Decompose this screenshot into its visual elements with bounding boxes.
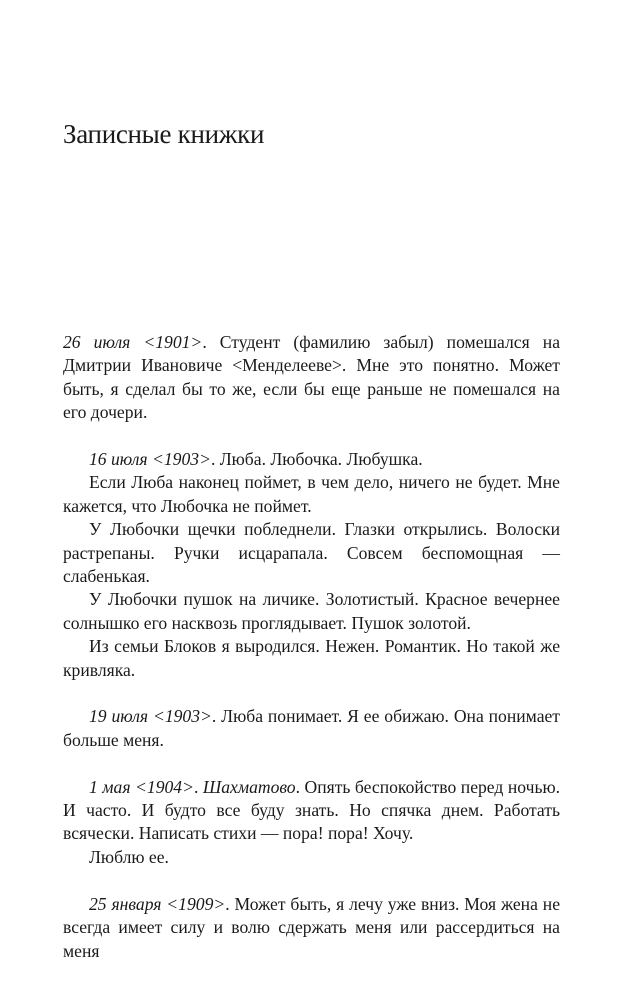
diary-entry bbox=[63, 448, 560, 682]
entry-place: Шахматово bbox=[202, 776, 296, 797]
entry-text: У Любочки пушок на личике. Золотистый. Красное вечернее солнышко его насквозь проглядывает. Пушок золотой. bbox=[63, 589, 560, 633]
entry-date: 19 июля <1903> bbox=[89, 706, 212, 727]
entry-date: 16 июля <1903> bbox=[89, 449, 211, 470]
entry-paragraph bbox=[63, 705, 560, 752]
entry-paragraph bbox=[63, 776, 560, 846]
entry-text: . Студент (фамилию забыл) помешался на Дмитрии Ивановиче <Менделееве>. Мне это понятно. Может быть, я сделал бы то же, если бы еще раньше не помешался на его дочери. bbox=[63, 332, 561, 423]
notebook-text bbox=[63, 331, 560, 963]
entry-text: . Опять беспокойство перед ночью. И часто. И будто все буду знать. Но спячка днем. Работать всячески. Написать стихи — пора! пора! Хочу. bbox=[63, 776, 561, 844]
diary-entry bbox=[63, 893, 560, 963]
entry-date: 1 мая <1904> bbox=[89, 776, 194, 797]
entry-paragraph bbox=[63, 331, 560, 425]
entry-paragraph bbox=[63, 635, 560, 682]
entry-date: 26 июля <1901> bbox=[63, 332, 203, 352]
entry-date: 25 января <1909> bbox=[89, 893, 226, 914]
entry-text: . Люба. Любочка. Любушка. bbox=[210, 449, 423, 470]
page-title: Записные книжки bbox=[63, 119, 265, 149]
entry-text: Если Люба наконец поймет, в чем дело, ничего не будет. Мне кажется, что Любочка не поймет. bbox=[63, 472, 560, 516]
entry-text: . Может быть, я лечу уже вниз. Моя жена не всегда имеет силу и волю сдержать меня или рассердиться на меня bbox=[63, 893, 560, 961]
entry-paragraph bbox=[63, 893, 560, 963]
entry-separator: . bbox=[193, 776, 203, 797]
entry-paragraph bbox=[63, 471, 560, 518]
entry-paragraph bbox=[63, 588, 560, 635]
diary-entry bbox=[63, 776, 560, 870]
diary-entry bbox=[63, 331, 560, 425]
entry-text: Из семьи Блоков я выродился. Нежен. Романтик. Но такой же кривляка. bbox=[63, 636, 560, 680]
diary-entry bbox=[63, 705, 560, 752]
entry-paragraph bbox=[63, 448, 560, 471]
entry-text: . Люба понимает. Я ее обижаю. Она понимает больше меня. bbox=[63, 706, 560, 750]
entry-text: У Любочки щечки побледнели. Глазки открылись. Волоски растрепаны. Ручки исцарапала. Совсем беспомощная — слабенькая. bbox=[63, 519, 560, 587]
entry-paragraph bbox=[63, 846, 560, 869]
entry-text: Люблю ее. bbox=[89, 846, 169, 867]
entry-paragraph bbox=[63, 518, 560, 588]
